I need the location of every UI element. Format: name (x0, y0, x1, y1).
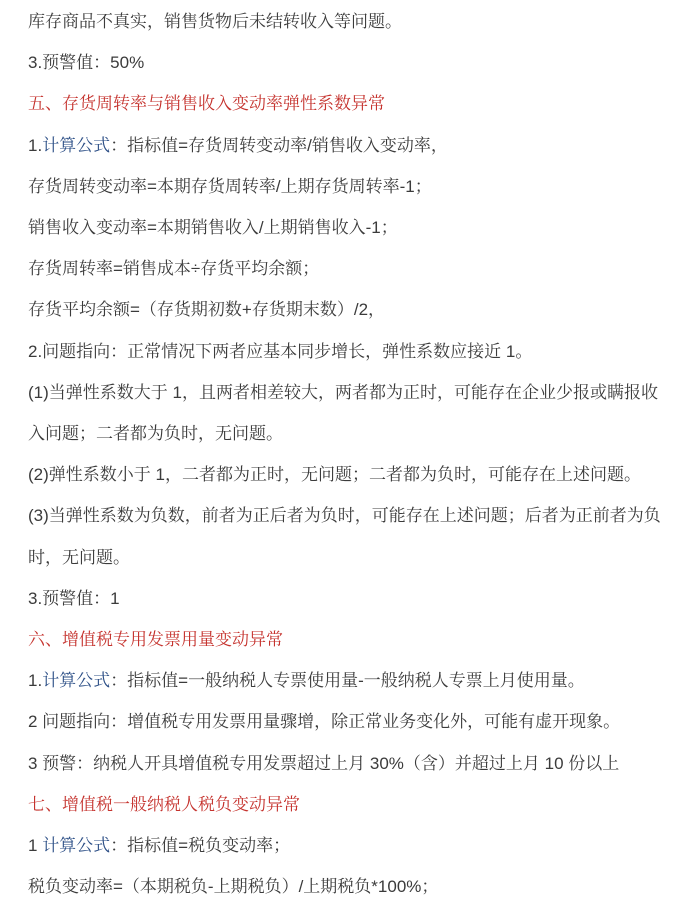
text-run: 六、增值税专用发票用量变动异常 (28, 630, 283, 650)
section-heading (28, 619, 663, 660)
text-run: 2.问题指向：正常情况下两者应基本同步增长，弹性系数应接近 1。 (28, 341, 533, 361)
paragraph (28, 372, 663, 454)
text-run: 1. (28, 135, 43, 155)
paragraph (28, 125, 663, 166)
text-run: ：指标值=税负变动率； (110, 836, 291, 856)
paragraph (28, 825, 663, 866)
text-run: 3.预警值：50% (28, 53, 145, 73)
text-run: (1)当弹性系数大于 1，且两者相差较大，两者都为正时，可能存在企业少报或瞒报收入问题；二者都为负时，无问题。 (28, 382, 658, 444)
text-run: ：指标值=一般纳税人专票使用量-一般纳税人专票上月使用量。 (110, 671, 585, 691)
text-run: 1. (28, 671, 43, 691)
paragraph (28, 701, 663, 742)
text-run: (3)当弹性系数为负数，前者为正后者为负时，可能存在上述问题；后者为正前者为负时，无问题。 (28, 506, 661, 567)
text-run: 存货平均余额=（存货期初数+存货期末数）/2， (28, 300, 386, 320)
formula-label: 计算公式 (42, 135, 111, 155)
paragraph (28, 866, 663, 907)
text-run: 1 (28, 836, 43, 856)
paragraph (28, 660, 663, 701)
paragraph (28, 578, 663, 619)
paragraph (28, 42, 663, 83)
section-heading (28, 83, 663, 124)
paragraph (28, 207, 663, 248)
section-heading (28, 784, 663, 825)
paragraph (28, 289, 663, 330)
paragraph (28, 248, 663, 289)
text-run: 库存商品不真实，销售货物后未结转收入等问题。 (28, 12, 402, 31)
text-run: 3 预警：纳税人开具增值税专用发票超过上月 30%（含）并超过上月 10 份以上 (28, 753, 620, 773)
paragraph (28, 331, 663, 372)
text-run: ：指标值=存货周转变动率/销售收入变动率， (110, 135, 448, 155)
paragraph (28, 166, 663, 207)
formula-label: 计算公式 (42, 671, 111, 691)
text-run: 存货周转变动率=本期存货周转率/上期存货周转率-1； (28, 176, 432, 196)
formula-label: 计算公式 (42, 836, 111, 856)
text-run: 税负变动率=（本期税负-上期税负）/上期税负*100%； (28, 877, 439, 897)
paragraph (28, 1, 663, 42)
text-run: 2 问题指向：增值税专用发票用量骤增，除正常业务变化外，可能有虚开现象。 (28, 712, 621, 732)
text-run: 五、存货周转率与销售收入变动率弹性系数异常 (28, 94, 385, 114)
text-run: 存货周转率=销售成本÷存货平均余额； (28, 259, 320, 279)
text-run: 销售收入变动率=本期销售收入/上期销售收入-1； (28, 218, 398, 238)
paragraph (28, 454, 663, 495)
text-run: (2)弹性系数小于 1，二者都为正时，无问题；二者都为负时，可能存在上述问题。 (28, 465, 641, 485)
text-run: 3.预警值：1 (28, 588, 120, 608)
paragraph (28, 495, 663, 577)
text-run: 七、增值税一般纳税人税负变动异常 (28, 794, 300, 814)
paragraph (28, 743, 663, 784)
